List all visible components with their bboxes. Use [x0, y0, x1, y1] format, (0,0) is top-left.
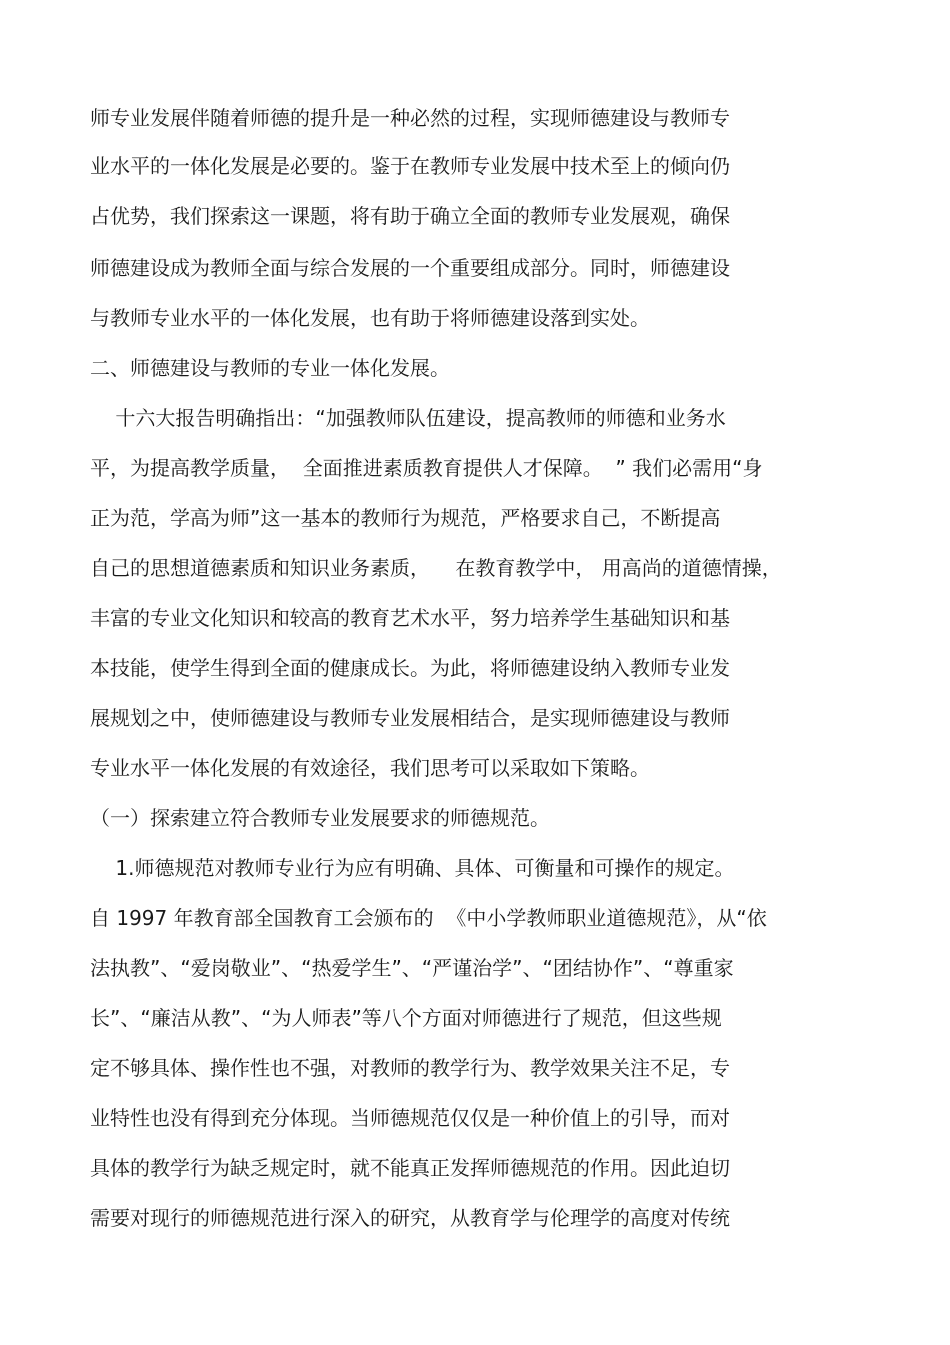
- text-line: 专业水平一体化发展的有效途径，我们思考可以采取如下策略。: [90, 756, 650, 780]
- text-line: 长”、“廉洁从教”、“为人师表”等八个方面对师德进行了规范，但这些规: [90, 1006, 722, 1030]
- section-heading: 二、师德建设与教师的专业一体化发展。: [90, 356, 450, 380]
- text-line: 正为范，学高为师”这一基本的教师行为规范，严格要求自己，不断提高: [90, 506, 721, 530]
- text-line: 师专业发展伴随着师德的提升是一种必然的过程，实现师德建设与教师专: [90, 106, 730, 130]
- text-line: 占优势，我们探索这一课题，将有助于确立全面的教师专业发展观，确保: [90, 204, 730, 228]
- text-line: 师德建设成为教师全面与综合发展的一个重要组成部分。同时，师德建设: [90, 256, 730, 280]
- text-line: 法执教”、“爱岗敬业”、“热爱学生”、“严谨治学”、“团结协作”、“尊重家: [90, 956, 734, 980]
- text-line: 本技能，使学生得到全面的健康成长。为此，将师德建设纳入教师专业发: [90, 656, 730, 680]
- text-line: 业特性也没有得到充分体现。当师德规范仅仅是一种价值上的引导，而对: [90, 1106, 730, 1130]
- text-line: 平，为提高教学质量， 全面推进素质教育提供人才保障。 ” 我们必需用“身: [90, 456, 763, 480]
- text-line: 具体的教学行为缺乏规定时，就不能真正发挥师德规范的作用。因此迫切: [90, 1156, 730, 1180]
- text-line: 自 1997 年教育部全国教育工会颁布的 《中小学教师职业道德规范》，从“依: [90, 906, 767, 930]
- text-line: 丰富的专业文化知识和较高的教育艺术水平，努力培养学生基础知识和基: [90, 606, 730, 630]
- subsection-heading: （一）探索建立符合教师专业发展要求的师德规范。: [90, 806, 550, 830]
- text-line: 与教师专业水平的一体化发展，也有助于将师德建设落到实处。: [90, 306, 650, 330]
- text-line: 1.师德规范对教师专业行为应有明确、具体、可衡量和可操作的规定。: [90, 856, 735, 880]
- text-line: 展规划之中，使师德建设与教师专业发展相结合，是实现师德建设与教师: [90, 706, 730, 730]
- text-line: 定不够具体、操作性也不强，对教师的教学行为、教学效果关注不足，专: [90, 1056, 730, 1080]
- text-line: 需要对现行的师德规范进行深入的研究，从教育学与伦理学的高度对传统: [90, 1206, 730, 1230]
- text-line: 十六大报告明确指出：“加强教师队伍建设，提高教师的师德和业务水: [90, 406, 726, 430]
- text-line: 业水平的一体化发展是必要的。鉴于在教师专业发展中技术至上的倾向仍: [90, 154, 730, 178]
- text-line: 自己的思想道德素质和知识业务素质， 在教育教学中， 用高尚的道德情操，: [90, 556, 782, 580]
